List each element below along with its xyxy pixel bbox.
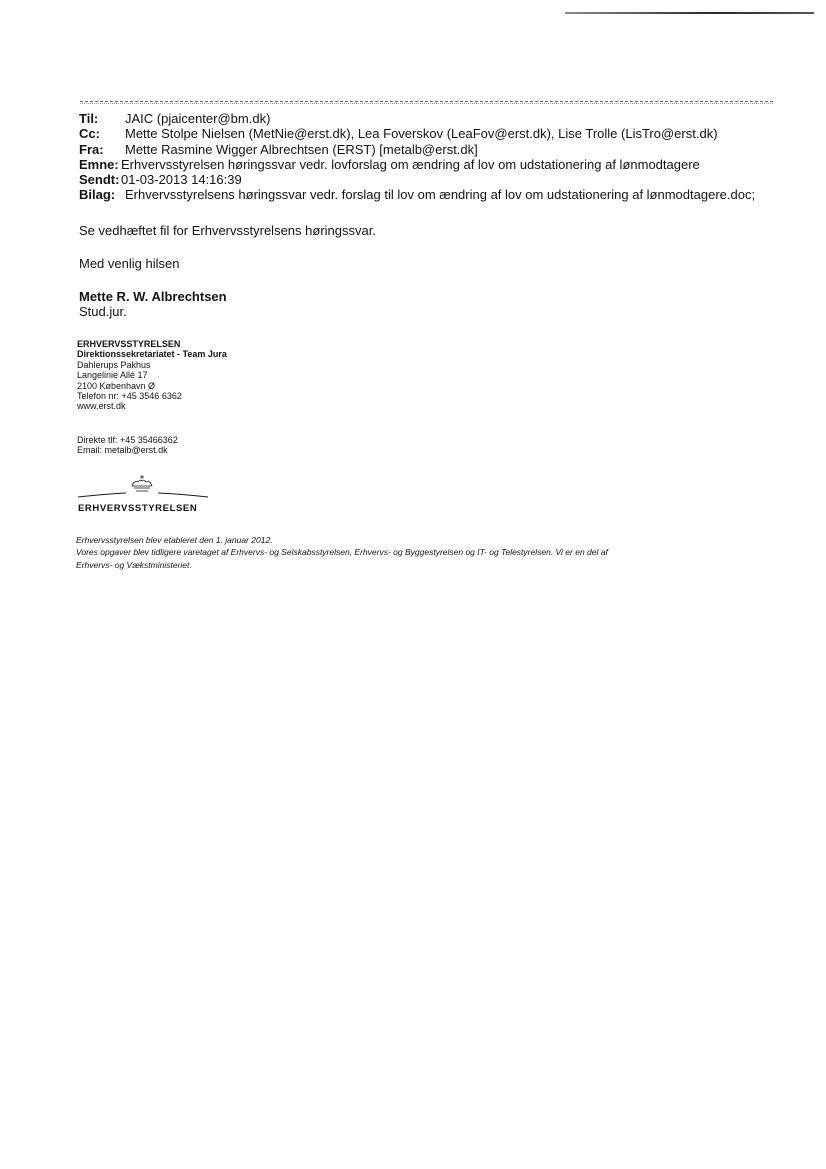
scan-artifact-line <box>565 12 814 14</box>
signature-direct-phone: Direkte tlf: +45 35466362 <box>77 435 178 445</box>
signature-phone: Telefon nr: +45 3546 6362 <box>77 391 182 402</box>
signature-address-line: 2100 København Ø <box>77 380 156 391</box>
header-value: Erhvervsstyrelsens høringssvar vedr. forslag til lov om ændring af lov om udstationering af lønmodtagere.doc; <box>125 187 756 203</box>
header-label: Cc: <box>79 126 100 142</box>
header-label: Fra: <box>79 141 104 157</box>
logo-wordmark: ERHVERVSSTYRELSEN <box>78 503 198 514</box>
header-value: Mette Stolpe Nielsen (MetNie@erst.dk), Lea Foverskov (LeaFov@erst.dk), Lise Trolle (LisTro@erst.dk) <box>125 126 718 142</box>
signature-email: Email: metalb@erst.dk <box>77 445 168 456</box>
signature-contact-block <box>77 435 178 456</box>
signature-org: ERHVERVSSTYRELSEN <box>77 339 181 349</box>
header-value: Erhvervsstyrelsen høringssvar vedr. lovforslag om ændring af lov om udstationering af lønmodtagere <box>121 156 700 172</box>
signature-address-line: Dahlerups Pakhus <box>77 359 151 370</box>
header-label: Sendt: <box>79 172 120 188</box>
header-value: Mette Rasmine Wigger Albrechtsen (ERST) [metalb@erst.dk] <box>125 141 478 157</box>
signature-org-block <box>77 339 227 412</box>
footer-line: Erhvervs- og Vækstministeriet. <box>76 559 192 570</box>
email-body-line: Se vedhæftet fil for Erhvervsstyrelsens høringssvar. <box>79 223 376 238</box>
header-value: 01-03-2013 14:16:39 <box>121 172 242 188</box>
header-label: Bilag: <box>79 187 116 203</box>
header-label: Emne: <box>79 156 119 172</box>
header-divider <box>80 101 773 102</box>
signature-title: Stud.jur. <box>79 304 127 319</box>
footer-line: Vores opgaver blev tidligere varetaget af Erhvervs- og Selskabsstyrelsen, Erhvervs- og Byggestyrelsen og IT- og Telestyrelsen. Vi er en del af <box>76 547 608 558</box>
footer-note <box>76 534 756 571</box>
signature-department: Direktionssekretariatet - Team Jura <box>77 349 227 360</box>
signature-address-line: Langelinie Allé 17 <box>77 370 148 381</box>
header-value: JAIC (pjaicenter@bm.dk) <box>125 111 271 126</box>
email-greeting: Med venlig hilsen <box>79 256 180 271</box>
header-label: Til: <box>79 111 99 126</box>
header-divider-thin <box>80 103 773 104</box>
footer-line: Erhvervsstyrelsen blev etableret den 1. januar 2012. <box>76 535 273 545</box>
signature-name: Mette R. W. Albrechtsen <box>79 289 227 304</box>
signature-website: www.erst.dk <box>77 401 126 412</box>
